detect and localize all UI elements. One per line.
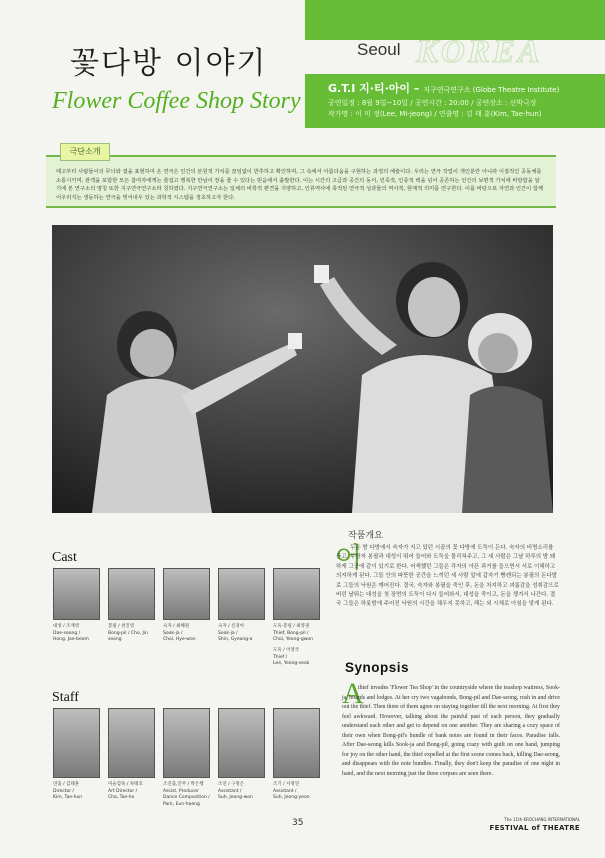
staff-name-3: Park, Eun-haeng [163, 801, 200, 807]
synopsis-ko-dropcap: 어 [335, 541, 363, 574]
staff-photo-1 [53, 708, 100, 778]
staff-photo-3 [163, 708, 210, 778]
cast-name-2: seong [108, 637, 122, 642]
cast-credit-extra [273, 648, 323, 668]
staff-name-2: Cha, Tae-ho [108, 795, 135, 800]
cast-photo-2 [108, 568, 155, 620]
festival-line-2: FESTIVAL of THEATRE [489, 824, 580, 832]
cast-credit-1 [53, 624, 103, 644]
cast-name-2: Choi, Hye-won [163, 637, 196, 642]
cast-credit-3 [163, 624, 213, 644]
staff-name: Art Director / [108, 788, 138, 794]
staff-credit-2 [108, 782, 158, 802]
staff-credit-3 [163, 782, 213, 808]
staff-photo-2 [108, 708, 155, 778]
cast-role: 도둑 / 이영국 [273, 648, 300, 653]
cast-role: 숙자 / 신경아 [218, 624, 245, 629]
company-title: G.T.I 지·티·아이 – [328, 82, 420, 95]
country-label: KOREA [416, 34, 543, 70]
intro-label: 극단소개 [60, 143, 110, 161]
page-number: 35 [292, 818, 304, 828]
cast-photo-1 [53, 568, 100, 620]
staff-name-2: Suh, Jeong-won [218, 795, 253, 800]
cast-role: 봉필 / 천진영 [108, 624, 135, 629]
company-subtitle: 지구연극연구소 (Globe Theatre Institute) [423, 86, 560, 94]
staff-name-2: Dance Composition / [163, 795, 210, 800]
company-name [328, 80, 559, 96]
cast-name-2: Hong, Jae-beom [53, 637, 89, 642]
synopsis-ko-text: 두운 밤 다방에서 숙자가 지고 있던 시골의 꽃 다방에 도둑이 든다. 숙자의 비명소리를 듣고, 무방자 봉필과 대성이 뛰어 들어와 도둑을 물리쳐주고, 그 세 사람은 그날 하루의 밤 돼하게 그곳에 같이 있기로 한다. 어색했던 그들은 각자의 아픈 과거를 들으면서 서로 이해하고 의지하게 된다. 그들 안의 따뜻한 공간을 느끼던 세 사람 앞에 갑자기 빵캔되는 봉필의 돈다발로 그들의 낙원은 깨어진다. 결국, 숙자와 봉필을 죽인 후, 돈을 차지하고 괴롭감을 성취감으로 버린 날뛰는 대성을 첫 장면의 도둑이 다시 들어와서, 대성을 죽이고, 돈을 챙겨서 나간다. 결국 그들은 하룻밤에 주어진 낙원의 시간을 채우지 못하고, 해는 외 시체로 아침을 맞게 된다. [336, 545, 559, 608]
staff-photo-4 [218, 708, 265, 778]
cast-name: Bong-pil / Cho, Jin [108, 630, 148, 636]
title-korean: 꽃다방 이야기 [70, 46, 268, 81]
synopsis-en-text: thief invades 'Flower Tea Shop' in the countryside where the teashop waitress, Sook-ja, boards and lodges. At her cry two vagabonds, Bong-pil and Dae-seong, rush in and drive out the thief. Then three of them agree on staying together till the next morning. At first they feel awkward. However, talking about the painful past of each person, they gradually understand each other and get to depend on one another. They are sharing a cozy space of their own when Bong-pil's bundle of bank notes are found in their faces. Paradise falls. After Dae-seong kills Sook-ja and Bong-pil, going crazy with guilt on one hand, jumping for joy on the other hand, the thief expelled at the first scene comes back, killing Dae-seong, and disappears with the note bundles. Finally, they don't keep the paradise of one night in hand, and the next morning just the three corpses are seen there. [342, 685, 560, 777]
festival-logo [470, 816, 580, 832]
cast-role: 대성 / 조재영 [53, 624, 80, 629]
cast-role: 도둑·봉필 / 최영권 [273, 624, 310, 629]
cast-name: Sook-ja / [218, 630, 238, 636]
cast-name: Sook-ja / [163, 630, 183, 636]
staff-label: Staff [52, 690, 79, 705]
synopsis-ko-label: 작품개요 [348, 531, 383, 541]
staff-name: Director / [53, 788, 75, 794]
staff-credit-4 [218, 782, 268, 802]
cast-credit-2 [108, 624, 158, 644]
cast-label: Cast [52, 550, 77, 565]
cast-role: 숙자 / 최혜원 [163, 624, 190, 629]
staff-role: 조연 / 구정은 [218, 782, 245, 787]
staff-name-2: Suh, Jeong-yeon [273, 795, 310, 800]
staff-name: Assistant / [273, 788, 297, 794]
performance-photo-illustration [52, 225, 553, 513]
cast-name-2: Shin, Gyeong-a [218, 637, 253, 642]
cast-photo-3 [163, 568, 210, 620]
cast-photo-4 [218, 568, 265, 620]
staff-credit-5 [273, 782, 323, 802]
performance-photo [52, 225, 553, 513]
staff-role: 미술감독 / 차태호 [108, 782, 143, 787]
cast-credit-4 [218, 624, 268, 644]
staff-role: 조연출,안무 / 박은행 [163, 782, 204, 787]
cast-photo-5 [273, 568, 320, 620]
title-english: Flower Coffee Shop Story [52, 88, 301, 114]
festival-line-1: The 11th KROCHANG INTERNATIONAL [504, 817, 580, 822]
intro-text: 태고부터 사람들이의 무늬와 결을 표현하여 온 연극은 인간의 본원적 가치를 끊임없이 반추하고 확인하며, 그 속에서 아름다움을 구현하는 과정의 예술이다. 우리는 연극 작업이 개인분란 아니라 이질적인 공동체를 소통시키며, 관객을 포함한 모든 참여자에게는 즐겁고 행복한 만남이 장을 줄 수 있다는 믿음에서 출발한다. 이는 시간의 고급과 공간의 동서, 민족적, 인종적 벽을 넘어 공존하는 인간의 보편적 가치에 바탕함을 알기에 본 연구소의 명칭 또한 지구연극연구소라 칭하였다. 지구연극연구소는 일체의 비학적 편견을 지양하고, 인류역사에 축적된 연극적 성과물의 역사적, 현재적 의미를 연구한다. 이를 바탕으로 자연과 인간이 함께 어우러지는 생동하는 연극을 빚어내우 있는 과학적 시스템을 정초하고자 한다. [56, 169, 544, 201]
cast-name: Thief / [273, 654, 288, 660]
cast-name: Thief, Bong-pil / [273, 630, 309, 636]
staff-photo-5 [273, 708, 320, 778]
cast-name-2: Choi, Yeong-gwon [273, 637, 314, 642]
synopsis-en-dropcap: A [342, 677, 364, 710]
staff-credit-1 [53, 782, 103, 802]
cast-name-2: Lee, Yeong-seok [273, 661, 310, 666]
synopsis-title: Synopsis [345, 660, 410, 675]
cast-credit-5 [273, 624, 323, 644]
staff-role: 조기 / 서정연 [273, 782, 300, 787]
city-label: Seoul [357, 40, 401, 59]
staff-name: Assist. Producer [163, 788, 199, 794]
performance-info: 공연일정 : 8월 9일~10일 / 공연시간 : 20:00 / 공연장소 : 선박극장 작가명 : 이 미 정(Lee, Mi-jeong) / 연출명 : 김 태 훈(Kim, Tae-hun) [328, 99, 542, 118]
staff-name-2: Kim, Tae-hun [53, 795, 83, 800]
cast-name: Dae-seong / [53, 630, 81, 636]
staff-role: 연출 / 김태훈 [53, 782, 80, 787]
staff-name: Assistant / [218, 788, 242, 794]
